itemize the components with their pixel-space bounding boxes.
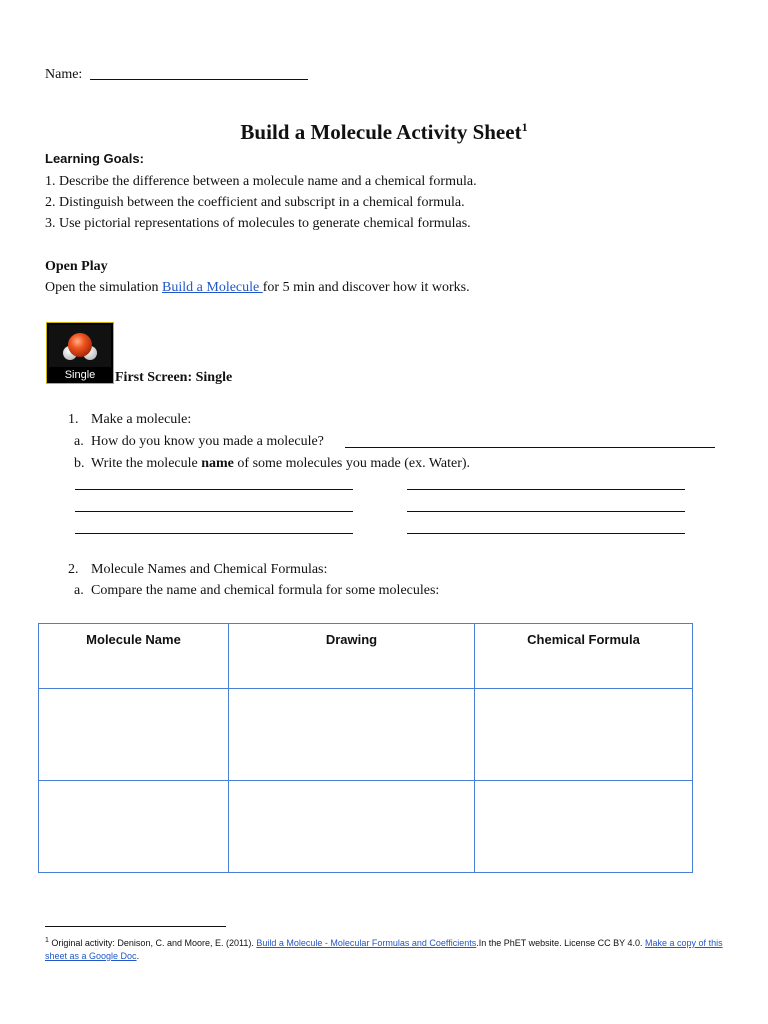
cell-molecule-name[interactable]: [39, 689, 229, 781]
copy-doc-link[interactable]: Make a copy of this sheet as a Google Doc: [45, 938, 723, 961]
q1b-text: Write the molecule name of some molecules you made (ex. Water).: [91, 456, 471, 471]
name-blank[interactable]: [90, 79, 308, 80]
q2a-marker: a.: [74, 583, 84, 598]
molecule-icon: [47, 323, 113, 369]
q2-text: Molecule Names and Chemical Formulas:: [91, 562, 328, 577]
open-play-heading: Open Play: [45, 259, 108, 274]
single-screen-icon[interactable]: [46, 322, 114, 384]
goal-3: 3. Use pictorial representations of molecules to generate chemical formulas.: [45, 216, 471, 231]
q1b-answer-line[interactable]: [407, 533, 685, 534]
q1b-answer-line[interactable]: [407, 489, 685, 490]
molecule-table: [38, 623, 693, 873]
q1b-answer-line[interactable]: [407, 511, 685, 512]
q1b-marker: b.: [74, 456, 85, 471]
table-row: [39, 689, 693, 781]
footnote-separator: [45, 926, 226, 927]
table-row: [39, 781, 693, 873]
source-activity-link[interactable]: Build a Molecule - Molecular Formulas and Coefficients: [256, 938, 477, 948]
cell-chemical-formula[interactable]: [475, 689, 693, 781]
q2-number: 2.: [68, 562, 79, 577]
q1a-text: How do you know you made a molecule?: [91, 434, 324, 449]
q1b-answer-line[interactable]: [75, 533, 353, 534]
name-label: Name:: [45, 67, 83, 82]
header-molecule-name: Molecule Name: [39, 624, 229, 689]
header-chemical-formula: Chemical Formula: [475, 624, 693, 689]
first-screen-heading: First Screen: Single: [115, 370, 233, 385]
q1-text: Make a molecule:: [91, 412, 192, 427]
cell-drawing[interactable]: [229, 781, 475, 873]
q1b-answer-line[interactable]: [75, 489, 353, 490]
q1a-answer-line[interactable]: [345, 447, 715, 448]
cell-drawing[interactable]: [229, 689, 475, 781]
header-drawing: Drawing: [229, 624, 475, 689]
q1-number: 1.: [68, 412, 79, 427]
goal-2: 2. Distinguish between the coefficient and subscript in a chemical formula.: [45, 195, 465, 210]
cell-chemical-formula[interactable]: [475, 781, 693, 873]
table-header-row: [39, 624, 693, 689]
learning-goals-heading: Learning Goals:: [45, 151, 144, 166]
q1b-answer-line[interactable]: [75, 511, 353, 512]
cell-molecule-name[interactable]: [39, 781, 229, 873]
q1a-marker: a.: [74, 434, 84, 449]
footnote: $^1$ Original activity: Denison, C. and Moore, E. (2011). Build a Molecule - Molecular Formulas and Coefficients.In the PhET website. License CC BY 4.0. Make a copy of this sheet as a Google Doc.: [45, 937, 723, 961]
page-title: Build a Molecule Activity Sheet$^1$: [240, 120, 528, 144]
open-play-text: Open the simulation Build a Molecule for 5 min and discover how it works.: [45, 280, 470, 295]
single-icon-label: Single: [64, 369, 96, 381]
goal-1: 1. Describe the difference between a molecule name and a chemical formula.: [45, 174, 477, 189]
build-a-molecule-link[interactable]: Build a Molecule: [162, 280, 263, 295]
q2a-text: Compare the name and chemical formula for some molecules:: [91, 583, 440, 598]
